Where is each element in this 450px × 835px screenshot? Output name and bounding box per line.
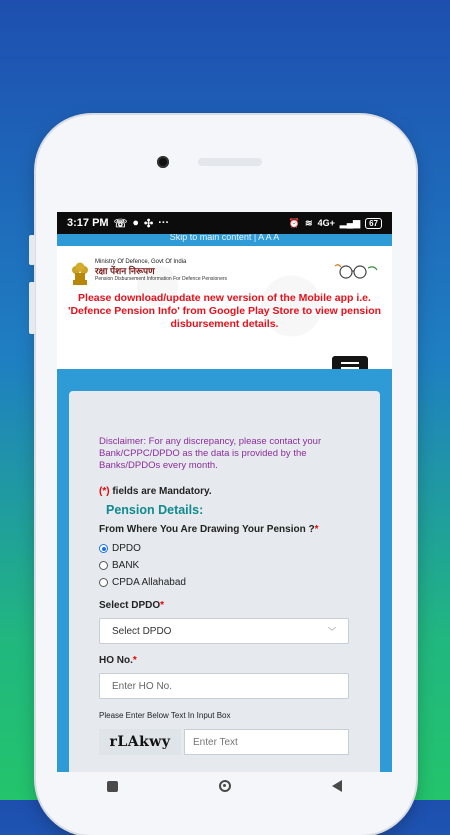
phone-volume-button [29,282,35,334]
ho-label-text: HO No. [99,655,133,666]
required-mark: * [160,600,165,611]
radio-label: DPDO [112,543,141,554]
ministry-name: Ministry Of Defence, Govt Of India [95,259,187,265]
app-update-notice: Please download/update new version of the Mobile app i.e. 'Defence Pension Info' from Google Play Store to view pension disbursement details. [67,292,382,330]
disclaimer-text: Disclaimer: For any discrepancy, please contact your Bank/CPPC/DPDO as the data is provided by the Banks/DPDOs every month. [99,436,322,471]
phone-side-button [29,235,35,265]
radio-option-cpda[interactable] [99,577,186,588]
back-icon[interactable] [332,780,342,792]
hindi-title: रक्षा पेंशन निरूपण [95,266,155,276]
pension-form-card [69,391,380,800]
recent-apps-icon[interactable] [107,781,118,792]
radio-label: BANK [112,560,140,571]
radio-option-bank[interactable] [99,560,139,571]
section-title: Pension Details: [106,503,204,517]
home-icon[interactable] [219,780,231,792]
wifi-icon: ≋ [305,217,313,228]
status-bar [57,212,392,234]
phone-screen [57,212,392,800]
front-camera [157,156,169,168]
select-dpdo-dropdown[interactable] [99,618,349,644]
signal-icon: ▂▄▆ [339,217,361,228]
select-dpdo-label [99,600,164,611]
radio-unchecked-icon[interactable] [99,561,108,570]
battery-icon: 67 [365,218,382,229]
content-background [57,369,392,800]
captcha-instruction: Please Enter Below Text In Input Box [99,711,231,720]
alarm-icon: ⏰ [288,217,301,228]
android-nav-bar [57,772,392,800]
chevron-down-icon: ﹀ [328,626,336,636]
national-emblem-icon [70,258,90,288]
select-label-text: Select DPDO [99,600,161,611]
menu-line-icon [341,362,359,364]
question-text: From Where You Are Drawing Your Pension ? [99,524,315,535]
mandatory-note [99,486,212,497]
app-icon: ✣ [144,217,154,230]
chat-icon: ● [132,217,139,229]
network-indicator: 4G+ [317,218,335,228]
more-icon: ··· [158,217,170,229]
radio-unchecked-icon[interactable] [99,578,108,587]
radio-option-dpdo[interactable] [99,543,141,554]
mandatory-text: fields are Mandatory. [109,486,212,497]
whatsapp-icon: ☏ [113,217,128,230]
radio-checked-icon[interactable] [99,544,108,553]
ho-no-label [99,655,137,666]
swachh-bharat-logo-icon [330,262,380,280]
pension-source-question [99,524,319,535]
phone-speaker [198,158,262,166]
select-value: Select DPDO [112,625,172,637]
captcha-image: rLAkwy [99,729,181,755]
skip-link-bar[interactable]: Skip to main content | A A A [57,234,392,246]
radio-label: CPDA Allahabad [112,577,186,588]
required-mark: * [132,655,137,666]
ministry-block [95,259,227,283]
required-mark: * [314,524,319,535]
ho-no-input[interactable] [99,673,349,699]
site-subtitle: Pension Disbursement Information For Defence Pensioners [95,276,228,282]
site-header [57,246,392,346]
captcha-input[interactable] [184,729,349,755]
status-time: 3:17 PM [67,217,109,229]
mandatory-star: (*) [99,486,110,497]
